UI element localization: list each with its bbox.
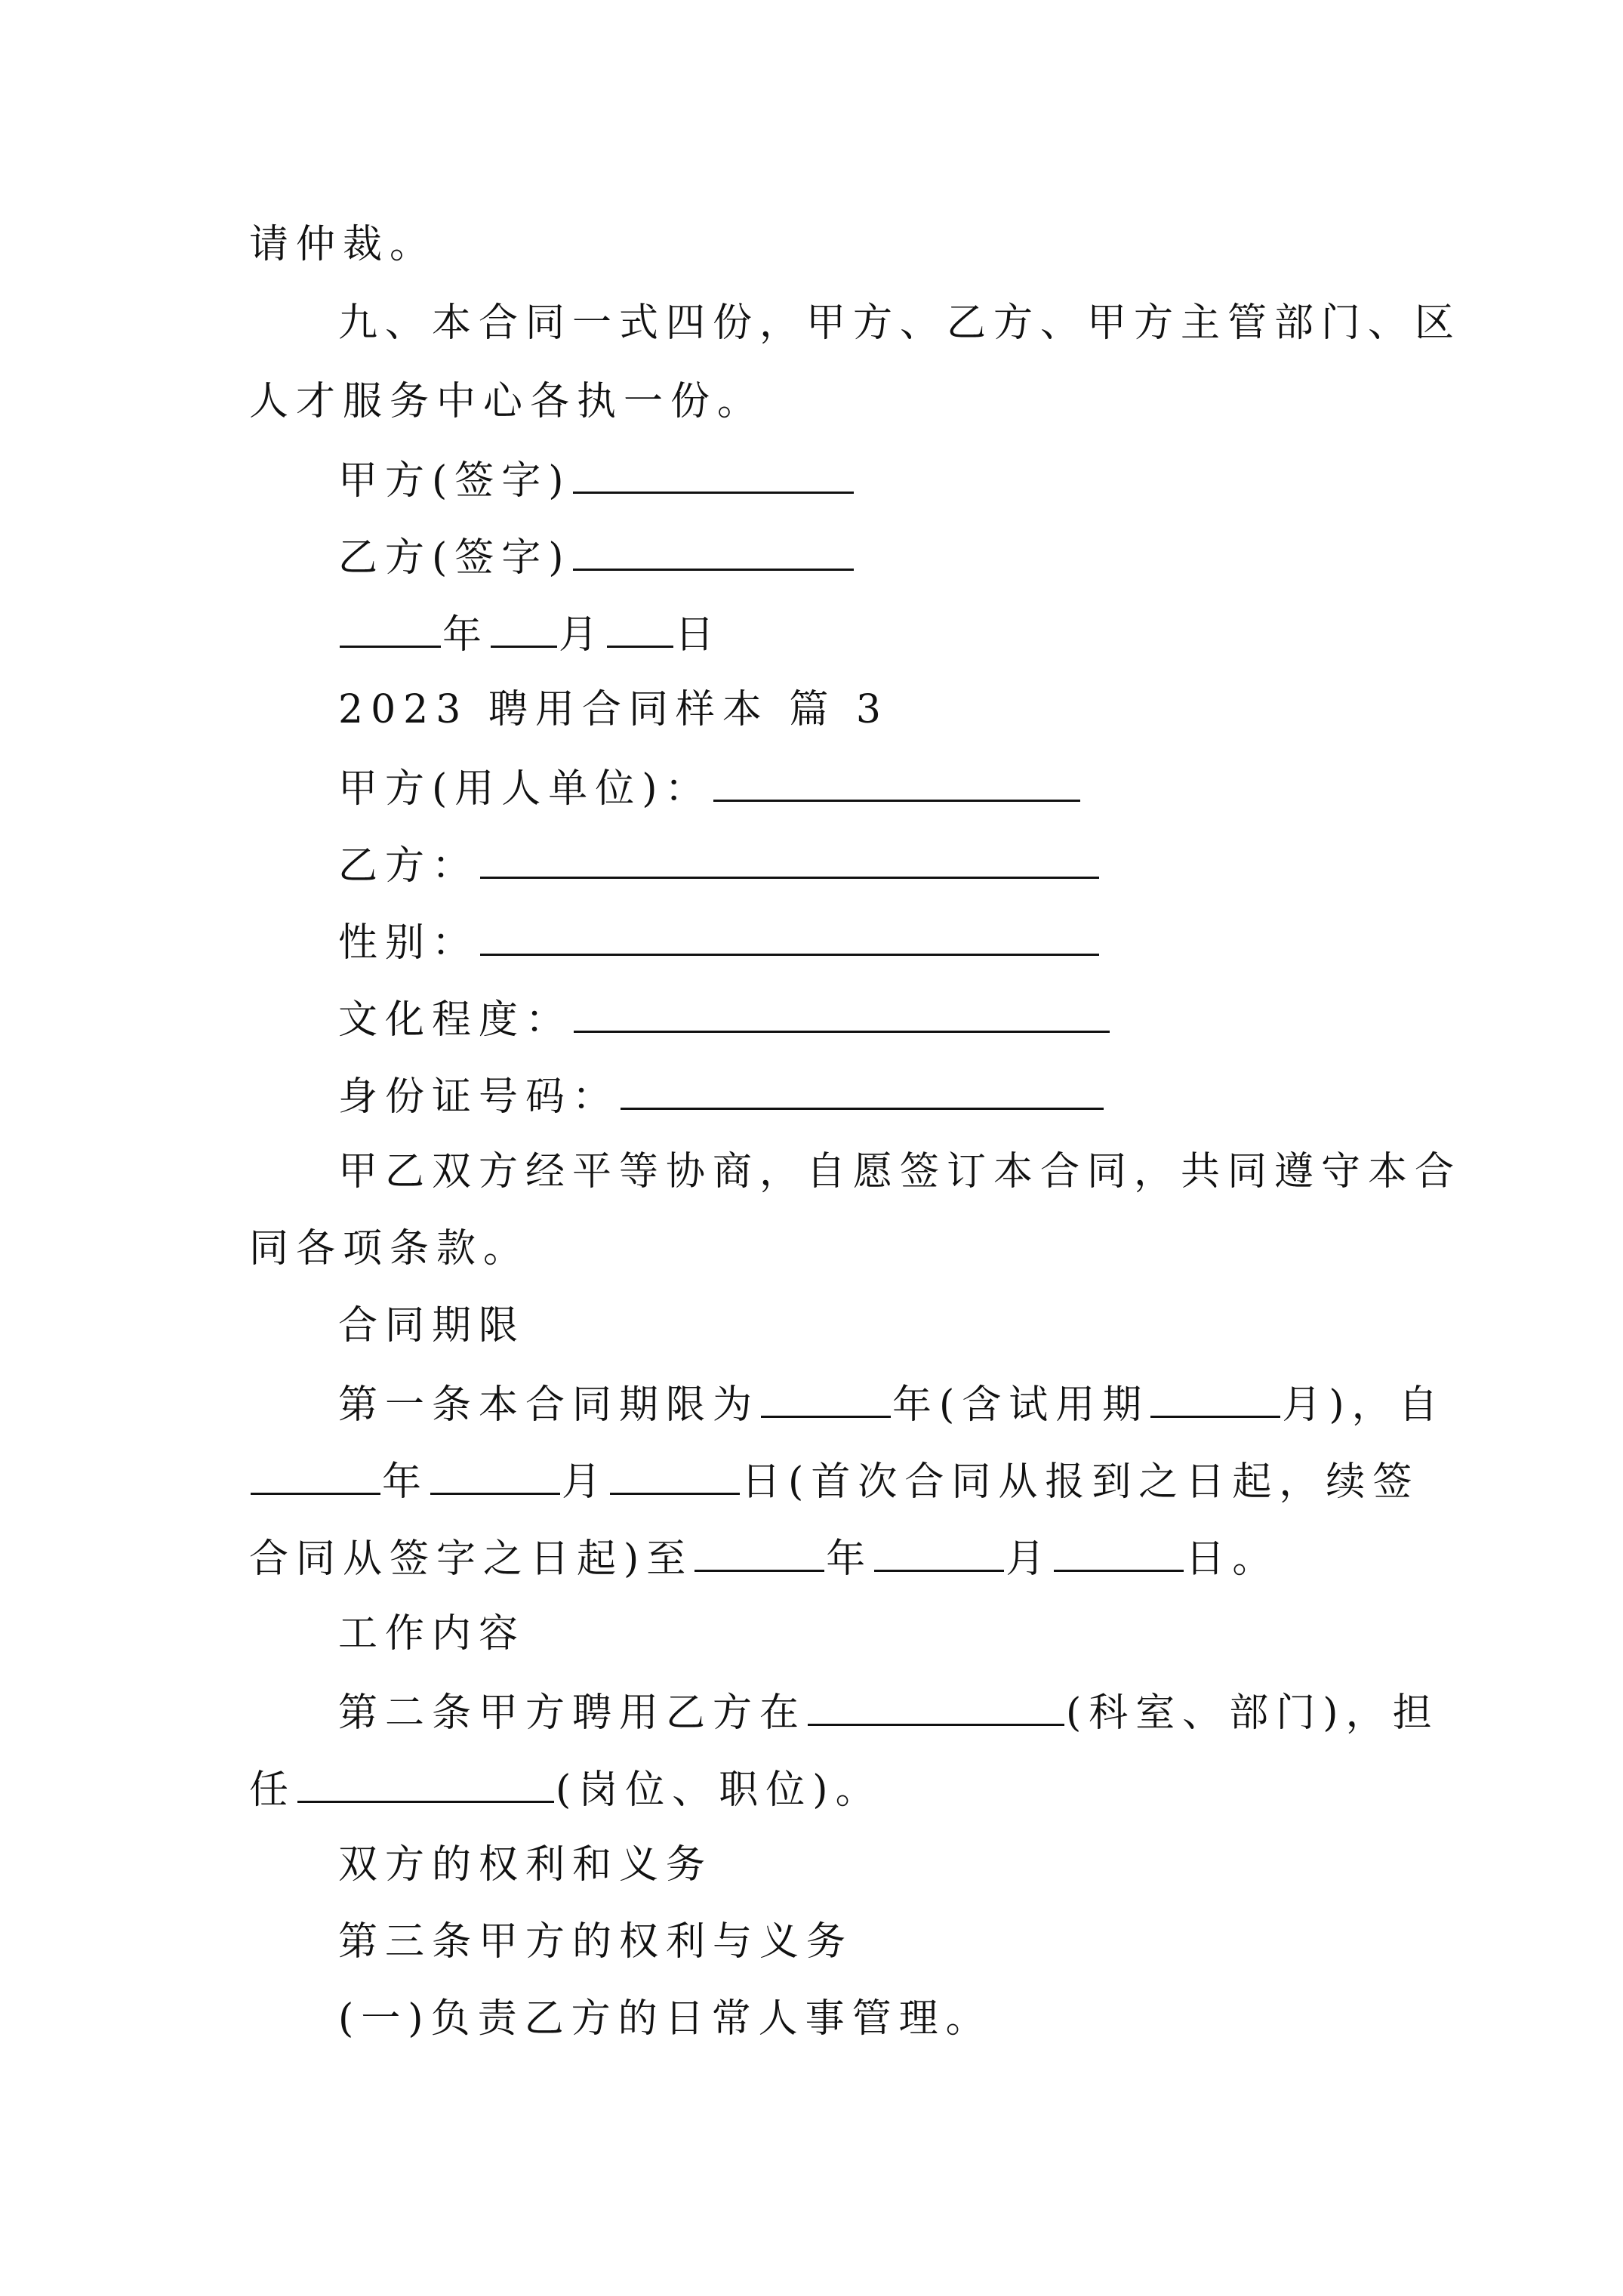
clause-text: 日。 (1185, 1536, 1280, 1582)
field-blank (621, 1068, 1104, 1110)
field-label: 性别： (338, 920, 479, 966)
signature-label: 甲方(签字) (338, 458, 571, 504)
signature-blank (573, 452, 854, 494)
text-line (338, 1992, 993, 2045)
clause-text: 年(含试用期 (892, 1382, 1150, 1428)
end-year-blank (694, 1530, 824, 1572)
field-employer (338, 760, 1082, 813)
signature-label: 乙方(签字) (338, 535, 571, 581)
clause-text: 日(首次合同从报到之日起，续签 (741, 1459, 1420, 1505)
clause-line (249, 1453, 1419, 1506)
heading-text: 2023 聘用合同样本 篇 3 (338, 687, 889, 732)
paragraph-text: (一)负责乙方的日常人事管理。 (338, 1996, 993, 2042)
section-heading (338, 683, 888, 736)
field-label: 文化程度： (338, 997, 573, 1043)
text-line (338, 297, 1461, 350)
clause-text: 月 (1006, 1536, 1053, 1582)
paragraph-text: 第三条甲方的权利与义务 (338, 1919, 854, 1965)
clause-line (249, 1761, 882, 1814)
field-label: 身份证号码： (338, 1074, 620, 1120)
clause-text: (科室、部门)，担 (1066, 1690, 1440, 1736)
position-blank (297, 1761, 554, 1803)
clause-line (338, 1376, 1446, 1429)
clause-text: 第二条甲方聘用乙方在 (338, 1690, 807, 1736)
clause-line (249, 1530, 1279, 1583)
heading-text: 双方的权利和义务 (338, 1842, 713, 1888)
field-education (338, 991, 1111, 1044)
paragraph-text: 请仲裁。 (249, 222, 437, 267)
start-day-blank (610, 1453, 740, 1495)
month-label: 月 (559, 612, 606, 658)
field-party-b (338, 837, 1101, 890)
field-id-number (338, 1068, 1105, 1121)
date-line (338, 606, 722, 659)
text-line (249, 375, 764, 428)
field-label: 乙方： (338, 843, 479, 889)
day-label: 日 (675, 612, 722, 658)
end-month-blank (874, 1530, 1004, 1572)
paragraph-text: 甲乙双方经平等协商，自愿签订本合同，共同遵守本合 (338, 1149, 1462, 1194)
clause-text: 年 (826, 1536, 873, 1582)
field-blank (480, 914, 1099, 956)
signature-line-party-a (338, 452, 855, 505)
clause-text: 合同从签字之日起)至 (249, 1536, 694, 1582)
text-line (338, 1915, 853, 1968)
clause-text: 年 (382, 1459, 430, 1505)
probation-months-blank (1150, 1376, 1280, 1418)
clause-text: 月)，自 (1282, 1382, 1446, 1428)
text-line (249, 218, 436, 271)
section-heading (338, 1838, 713, 1891)
paragraph-text: 同各项条款。 (249, 1226, 531, 1271)
day-blank (607, 606, 673, 648)
section-heading (338, 1607, 525, 1660)
section-heading (338, 1299, 525, 1352)
paragraph-text: 人才服务中心各执一份。 (249, 379, 765, 424)
field-blank (713, 760, 1080, 802)
paragraph-text: 九、本合同一式四份，甲方、乙方、甲方主管部门、区 (338, 300, 1462, 346)
heading-text: 合同期限 (338, 1303, 526, 1348)
field-blank (574, 991, 1110, 1033)
field-label: 甲方(用人单位)： (338, 766, 712, 812)
term-years-blank (761, 1376, 891, 1418)
clause-text: 任 (249, 1767, 297, 1813)
signature-blank (573, 529, 854, 571)
year-blank (340, 606, 441, 648)
signature-line-party-b (338, 529, 855, 582)
clause-text: (岗位、职位)。 (556, 1767, 882, 1813)
clause-text: 第一条本合同期限为 (338, 1382, 760, 1428)
text-line (338, 1145, 1461, 1198)
start-month-blank (430, 1453, 560, 1495)
year-label: 年 (442, 612, 490, 658)
month-blank (491, 606, 557, 648)
start-year-blank (251, 1453, 380, 1495)
end-day-blank (1054, 1530, 1184, 1572)
text-line (249, 1222, 530, 1275)
department-blank (808, 1684, 1064, 1726)
field-blank (480, 837, 1099, 879)
field-gender (338, 914, 1101, 967)
clause-line (338, 1684, 1440, 1737)
clause-text: 月 (562, 1459, 609, 1505)
heading-text: 工作内容 (338, 1611, 526, 1657)
